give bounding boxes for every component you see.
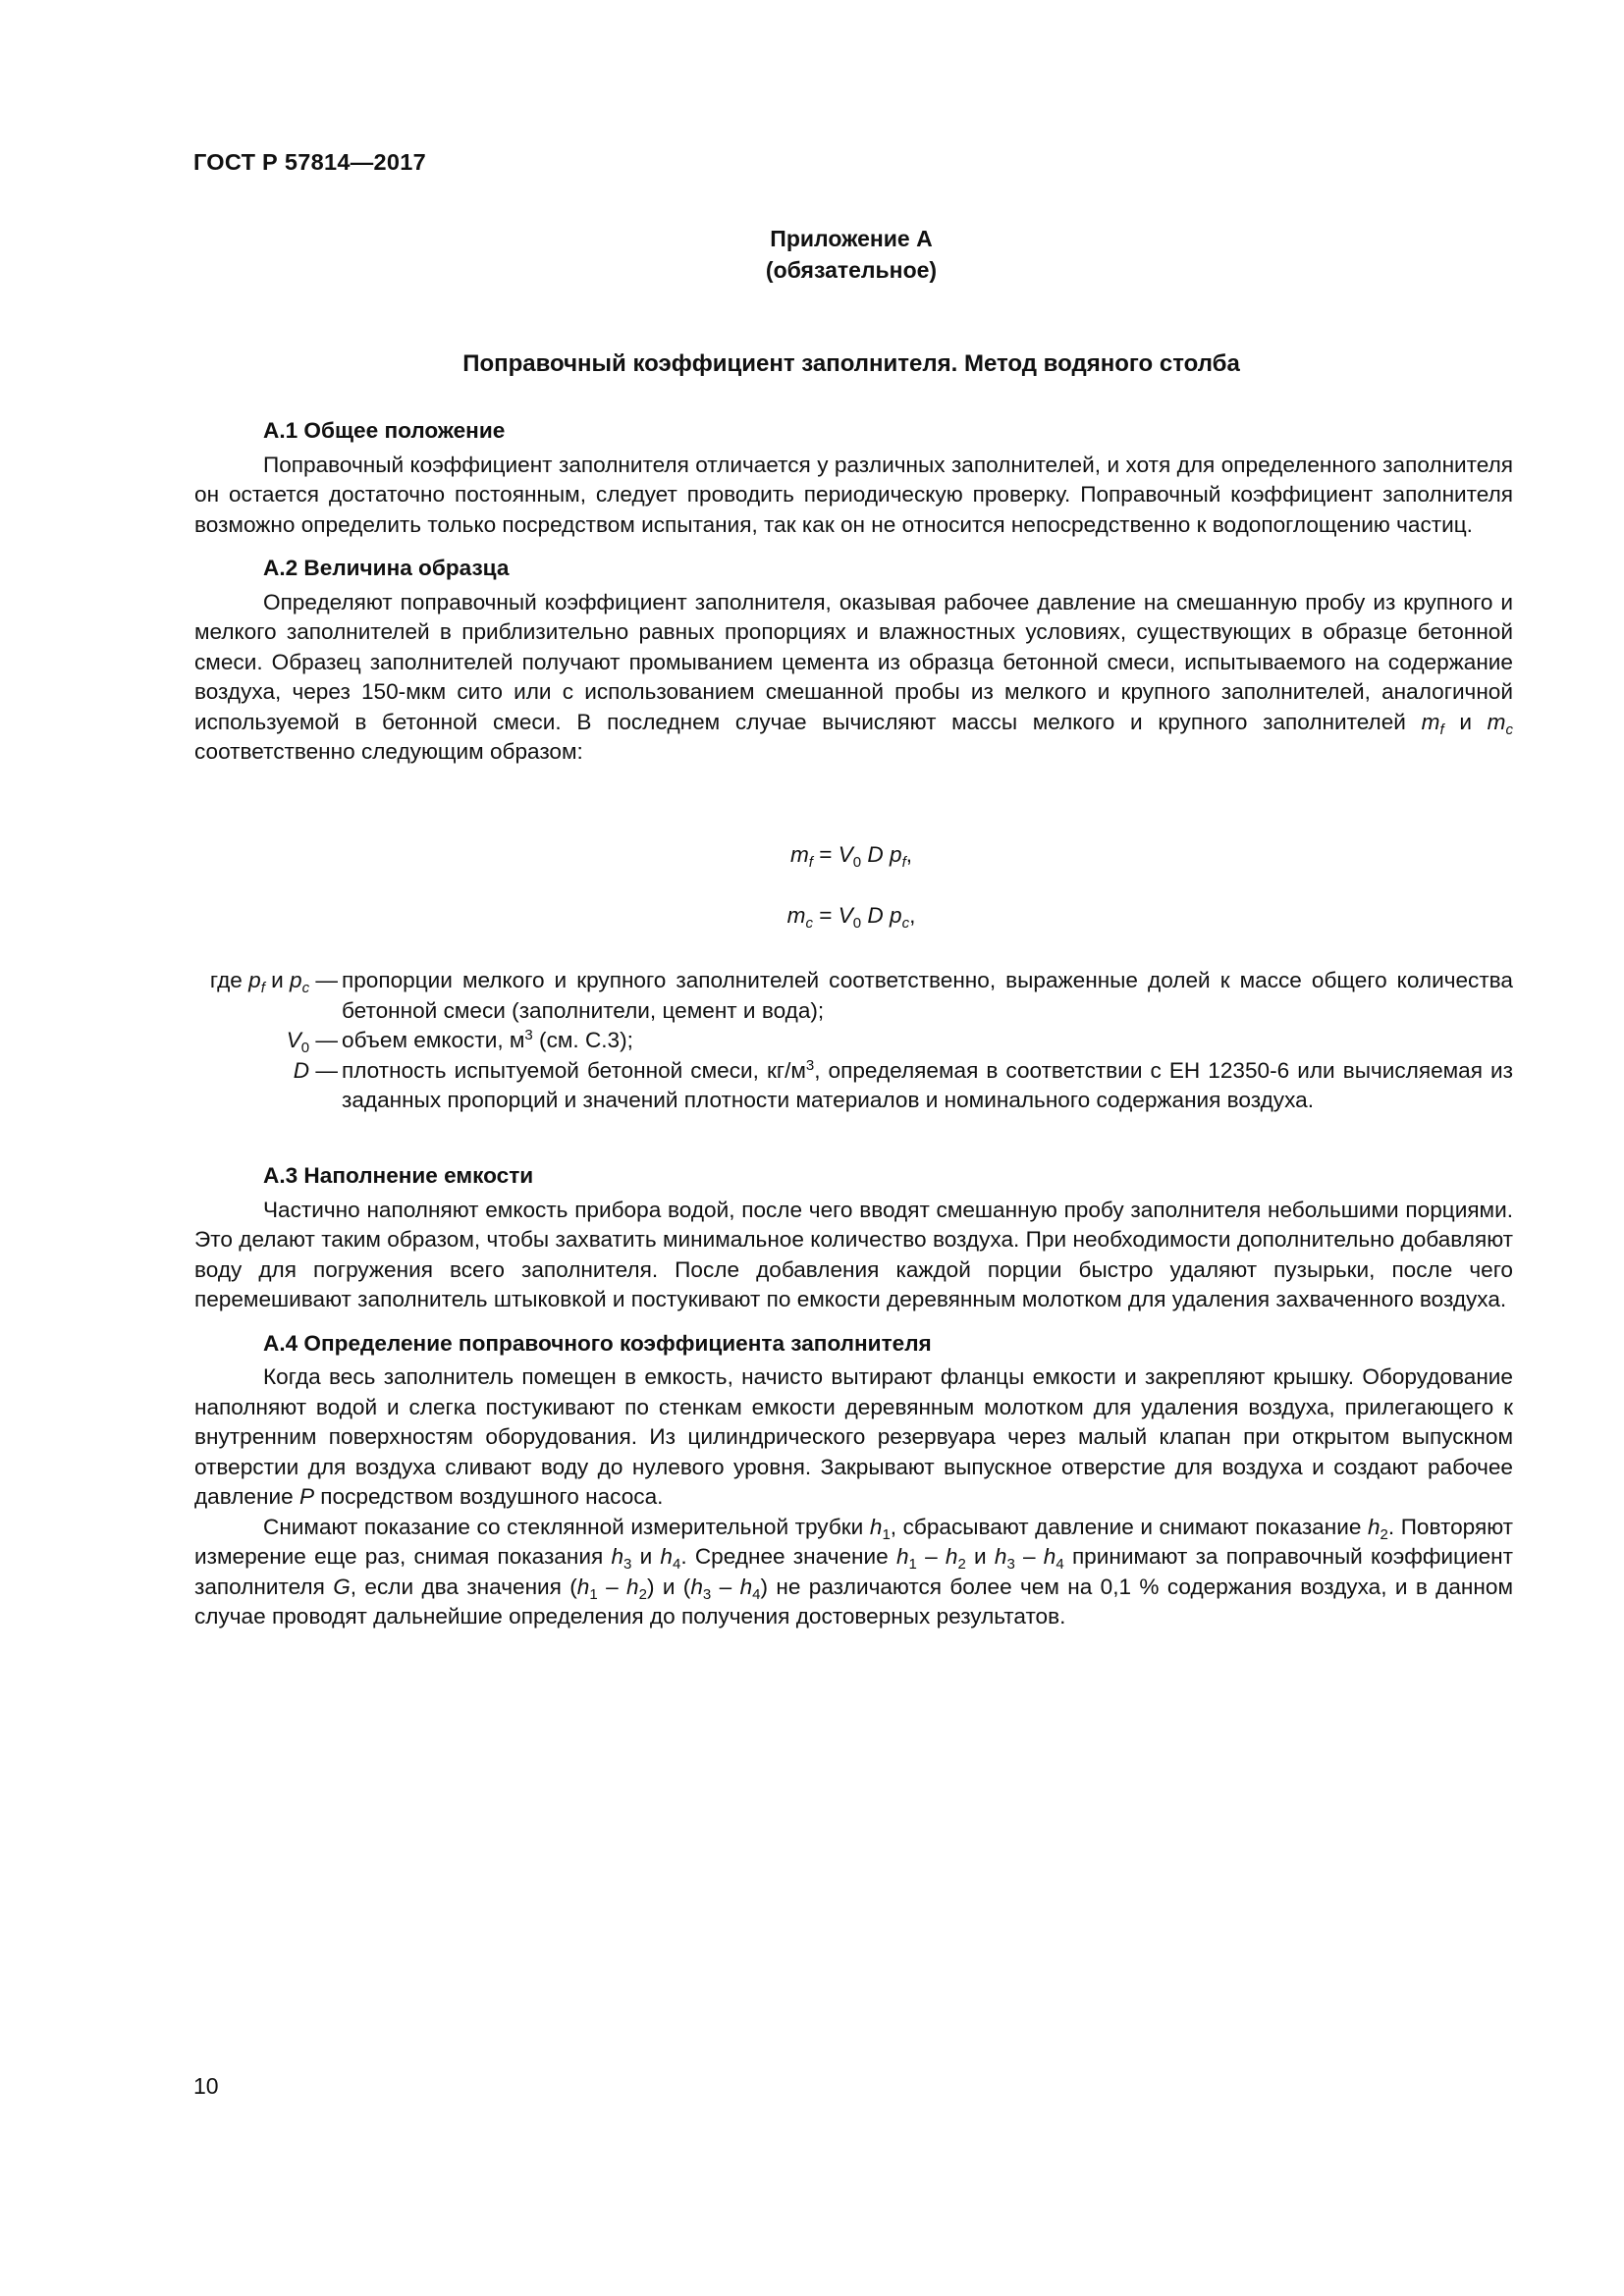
- paragraph-text: посредством воздушного насоса.: [320, 1484, 664, 1509]
- definition-text-part: , определяемая в соответствии с ЕН 12350-6 или вычисляемая из заданных пропорций и значений плотности материалов и номинального содержания воздуха.: [342, 1057, 1513, 1112]
- section-a2-heading: А.2 Величина образца: [263, 556, 510, 580]
- section-a3-a4: [194, 1161, 1513, 1632]
- document-code: ГОСТ Р 57814—2017: [193, 149, 426, 175]
- section-a1-paragraph: Поправочный коэффициент заполнителя отличается у различных заполнителей, и хотя для определенного заполнителя он остается достаточно постоянным, следует проводить периодическую проверку. Поправочный коэффициент заполнителя возможно определить только посредством испытания, так как он не относится непосредственно к водопоглощению частиц.: [194, 452, 1513, 537]
- definition-text-part: объем емкости, м: [342, 1028, 525, 1052]
- section-a3-heading: А.3 Наполнение емкости: [263, 1163, 534, 1188]
- formula-mf: $m_f = V_0$ D $p_f$,: [789, 842, 913, 871]
- section-a4-paragraph-1: Когда весь заполнитель помещен в емкость, начисто вытирают фланцы емкости и закрепляют крышку. Оборудование наполняют водой и слегка постукивают по стенкам емкости деревянным молотком для удаления воздуха, прилегающего к внутренним поверхностям оборудования. Из цилиндрического резервуара через малый клапан при открытом выпускном отверстии для воздуха сливают воду до нулевого уровня. Закрывают выпускное отверстие для воздуха и создают рабочее давление P посредством воздушного насоса.: [194, 1364, 1513, 1509]
- section-a1-heading: А.1 Общее положение: [263, 418, 506, 443]
- definition-text: плотность испытуемой бетонной смеси, $кг/м^3$, определяемая в соответствии с ЕН 12350-6 или вычисляемая из заданных пропорций и значений плотности материалов и номинального содержания воздуха.: [342, 1056, 1513, 1112]
- definition-term: $V_0$ —: [286, 1028, 338, 1056]
- section-a2-paragraph-tail: соответственно следующим образом:: [194, 739, 583, 764]
- paragraph-text: . Среднее значение: [680, 1544, 889, 1569]
- paragraph-text: Снимают показание со стеклянной измерительной трубки: [263, 1514, 864, 1539]
- definition-d: [194, 1056, 1513, 1116]
- paragraph-text: , сбрасывают давление и снимают показание: [890, 1514, 1362, 1539]
- definition-pf-pc: [194, 966, 1513, 1026]
- paragraph-text: Когда весь заполнитель помещен в емкость, начисто вытирают фланцы емкости и закрепляют крышку. Оборудование наполняют водой и слегка постукивают по стенкам емкости деревянным молотком для удаления воздуха, прилегающего к внутренним поверхностям оборудования. Из цилиндрического резервуара через малый клапан при открытом выпускном отверстии для воздуха сливают воду до нулевого уровня. Закрывают выпускное отверстие для воздуха и создают рабочее давление: [194, 1364, 1513, 1509]
- appendix-status: (обязательное): [765, 257, 938, 283]
- symbol-definitions: [194, 966, 1513, 1116]
- formula-mc: $m_c = V_0$ D $p_c$,: [786, 903, 916, 932]
- section-a1-a2: [194, 416, 1513, 768]
- section-a2-paragraph: Определяют поправочный коэффициент заполнителя, оказывая рабочее давление на смешанную пробу из крупного и мелкого заполнителей в приблизительно равных пропорциях и влажностных условиях, существующих в образце бетонной смеси. Образец заполнителей получают промыванием цемента из образца бетонной смеси, испытываемого на содержание воздуха, через 150-мкм сито или с использованием смешанной пробы из мелкого и крупного заполнителей, аналогичной используемой в бетонной смеси. В последнем случае вычисляют массы мелкого и крупного заполнителей $m_f$ и $m_c$ соответственно следующим образом:: [194, 589, 1513, 764]
- definition-text: пропорции мелкого и крупного заполнителей соответственно, выраженные долей к массе общего количества бетонной смеси (заполнители, цемент и вода);: [342, 968, 1513, 1023]
- definition-term: D —: [293, 1057, 338, 1083]
- appendix-main-title: Поправочный коэффициент заполнителя. Метод водяного столба: [462, 350, 1240, 377]
- section-a3-paragraph: Частично наполняют емкость прибора водой, после чего вводят смешанную пробу заполнителя небольшими порциями. Это делают таким образом, чтобы захватить минимальное количество воздуха. При необходимости дополнительно добавляют воду для погружения всего заполнителя. После добавления каждой порции быстро удаляют пузырьки, после чего перемешивают заполнитель штыковкой и постукивают по емкости деревянным молотком для удаления захваченного воздуха.: [194, 1197, 1513, 1311]
- section-a4-heading: А.4 Определение поправочного коэффициента заполнителя: [263, 1330, 932, 1356]
- definition-term: где $p_f$ и $p_c$ —: [209, 968, 338, 996]
- definition-text: объем емкости, $м^3$ (см. С.3);: [342, 1027, 633, 1052]
- paragraph-text: , если два значения: [350, 1574, 562, 1599]
- paragraph-text: принимают за поправочный коэффициент заполнителя: [194, 1544, 1514, 1599]
- appendix-title: Приложение А: [770, 226, 933, 251]
- definition-v0: [194, 1026, 1513, 1056]
- section-a2-paragraph-main: Определяют поправочный коэффициент заполнителя, оказывая рабочее давление на смешанную пробу из крупного и мелкого заполнителей в приблизительно равных пропорциях и влажностных условиях, существующих в образце бетонной смеси. Образец заполнителей получают промыванием цемента из образца бетонной смеси, испытываемого на содержание воздуха, через 150-мкм сито или с использованием смешанной пробы из мелкого и крупного заполнителей, аналогичной используемой в бетонной смеси. В последнем случае вычисляют массы мелкого и крупного заполнителей: [194, 589, 1513, 734]
- paragraph-text: не различаются более чем на 0,1 % содержания воздуха, и в данном случае проводят дальнейшие определения до получения достоверных результатов.: [194, 1574, 1513, 1629]
- definition-text-part: плотность испытуемой бетонной смеси, кг/м: [342, 1057, 806, 1083]
- definition-text-part: (см. С.3);: [532, 1028, 633, 1052]
- paragraph-text: . Повторяют измерение еще раз, снимая показания: [194, 1514, 1514, 1569]
- section-a4-paragraph-2: Снимают показание со стеклянной измерительной трубки $h_1$, сбрасывают давление и снимают показание $h_2$. Повторяют измерение еще раз, снимая показания $h_3$ и $h_4$. Среднее значение $h_1 - h_2$ и $h_3 - h_4$ принимают за поправочный коэффициент заполнителя G, если два значения $(h_1 - h_2)$ и $(h_3 - h_4)$ не различаются более чем на 0,1 % содержания воздуха, и в данном случае проводят дальнейшие определения до получения достоверных результатов.: [194, 1514, 1514, 1629]
- page-number: 10: [193, 2073, 219, 2099]
